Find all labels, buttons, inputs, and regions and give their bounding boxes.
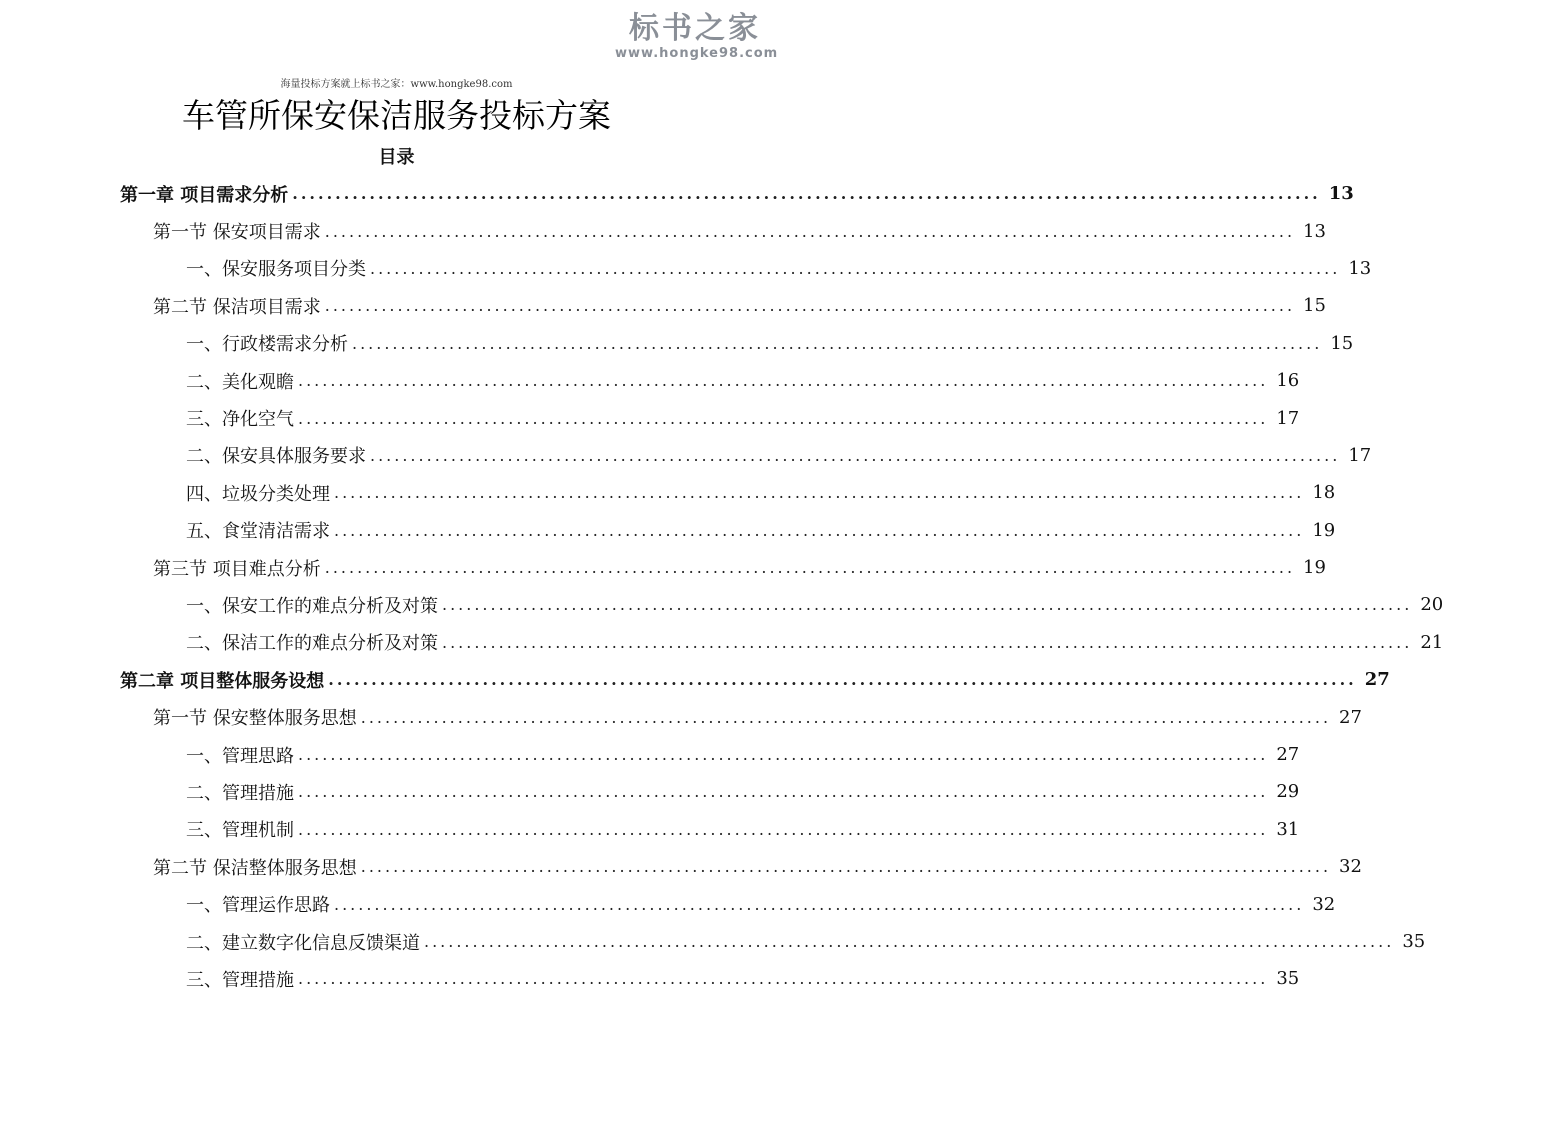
toc-entry[interactable] [0,698,1362,735]
toc-dot-leader: ........................................................................................................................ [360,857,1332,877]
toc-dot-leader: ........................................................................................................................ [334,894,1305,914]
toc-dot-leader: ........................................................................................................................ [298,819,1269,839]
toc-entry[interactable] [0,624,1444,661]
toc-entry-title: 第三节 项目难点分析 [153,558,321,580]
toc-entry[interactable] [0,399,1300,436]
toc-page-number: 13 [1348,257,1372,279]
toc-entry-title: 一、保安工作的难点分析及对策 [186,595,438,617]
toc-entry-title: 一、行政楼需求分析 [186,334,348,356]
toc-entry-title: 第二节 保洁项目需求 [153,296,321,318]
toc-entry[interactable] [0,586,1444,623]
toc-page-number: 35 [1402,931,1426,952]
toc-entry-title: 三、净化空气 [186,409,294,431]
toc-entry[interactable] [0,923,1426,960]
toc-page-number: 27 [1339,706,1362,728]
toc-dot-leader: ........................................................................................................................ [324,296,1296,316]
table-of-contents [0,175,1444,998]
toc-entry[interactable] [0,811,1300,848]
toc-entry[interactable] [0,960,1300,997]
watermark-url: www.hongke98.com [615,46,779,61]
toc-page-number: 19 [1312,519,1336,541]
toc-page-number: 20 [1420,594,1444,616]
toc-page-number: 19 [1303,557,1326,579]
toc-page-number: 27 [1364,669,1390,691]
toc-page-number: 17 [1276,407,1300,429]
toc-dot-leader: ........................................................................................................................ [334,520,1305,540]
watermark-logo [615,11,779,62]
toc-entry[interactable] [0,661,1390,698]
toc-dot-leader: ........................................................................................................................ [298,782,1269,802]
toc-entry[interactable] [0,287,1326,324]
toc-entry-title: 第二节 保洁整体服务思想 [153,857,357,879]
toc-dot-leader: ........................................................................................................................ [334,483,1305,503]
toc-entry[interactable] [0,175,1354,212]
toc-dot-leader: ........................................................................................................................ [424,932,1395,951]
toc-entry-title: 二、保洁工作的难点分析及对策 [186,633,438,655]
toc-dot-leader: ........................................................................................................................ [324,221,1296,241]
toc-entry-title: 二、保安具体服务要求 [186,446,366,468]
toc-entry[interactable] [0,212,1326,249]
toc-entry[interactable] [0,250,1372,287]
toc-page-number: 15 [1303,295,1326,317]
toc-page-number: 16 [1276,370,1300,392]
toc-page-number: 15 [1330,332,1354,354]
toc-entry[interactable] [0,848,1362,885]
toc-entry-title: 二、建立数字化信息反馈渠道 [186,932,420,954]
toc-dot-leader: ........................................................................................................................ [352,333,1323,353]
toc-entry[interactable] [0,474,1336,511]
toc-entry-title: 三、管理机制 [186,820,294,842]
toc-page-number: 29 [1276,781,1300,803]
toc-entry[interactable] [0,736,1300,773]
toc-entry-title: 一、保安服务项目分类 [186,259,366,281]
toc-page-number: 27 [1276,744,1300,766]
toc-entry-title: 五、食堂清洁需求 [186,521,330,543]
watermark-brand: 标书之家 [629,11,761,46]
toc-dot-leader: ........................................................................................................................ [292,184,1321,204]
toc-dot-leader: ........................................................................................................................ [370,258,1341,278]
toc-page-number: 18 [1312,482,1336,504]
toc-entry-title: 二、美化观瞻 [186,371,294,393]
toc-dot-leader: ........................................................................................................................ [298,969,1269,989]
toc-dot-leader: ........................................................................................................................ [328,670,1357,690]
toc-entry-title: 一、管理思路 [186,745,294,767]
toc-entry-title: 三、管理措施 [186,969,294,991]
toc-heading: 目录 [378,147,415,168]
toc-entry[interactable] [0,437,1372,474]
toc-dot-leader: ........................................................................................................................ [324,558,1296,578]
toc-dot-leader: ........................................................................................................................ [298,745,1269,765]
header-note: 海量投标方案就上标书之家：www.hongke98.com [280,79,513,90]
toc-dot-leader: ........................................................................................................................ [370,445,1341,465]
document-title: 车管所保安保洁服务投标方案 [182,96,611,135]
toc-entry[interactable] [0,773,1300,810]
toc-page-number: 32 [1312,893,1336,915]
toc-entry[interactable] [0,362,1300,399]
toc-dot-leader: ........................................................................................................................ [360,707,1332,727]
toc-page-number: 13 [1328,183,1354,205]
toc-page-number: 17 [1348,444,1372,466]
toc-page-number: 35 [1276,968,1300,990]
toc-page-number: 13 [1303,220,1326,242]
toc-page-number: 21 [1420,631,1444,653]
toc-entry-title: 四、垃圾分类处理 [186,483,330,505]
toc-entry[interactable] [0,512,1336,549]
toc-dot-leader: ........................................................................................................................ [298,408,1269,428]
toc-page-number: 31 [1276,818,1300,840]
toc-dot-leader: ........................................................................................................................ [442,632,1413,652]
toc-entry-title: 第二章 项目整体服务设想 [120,670,325,692]
toc-entry-title: 二、管理措施 [186,782,294,804]
toc-dot-leader: ........................................................................................................................ [298,371,1269,391]
toc-entry-title: 第一节 保安项目需求 [153,222,321,244]
toc-dot-leader: ........................................................................................................................ [442,595,1413,615]
toc-entry[interactable] [0,885,1336,922]
toc-entry-title: 第一节 保安整体服务思想 [153,708,357,730]
toc-page-number: 32 [1339,856,1362,878]
toc-entry-title: 第一章 项目需求分析 [120,184,289,206]
toc-entry-title: 一、管理运作思路 [186,895,330,917]
toc-entry[interactable] [0,549,1326,586]
toc-entry[interactable] [0,325,1354,362]
